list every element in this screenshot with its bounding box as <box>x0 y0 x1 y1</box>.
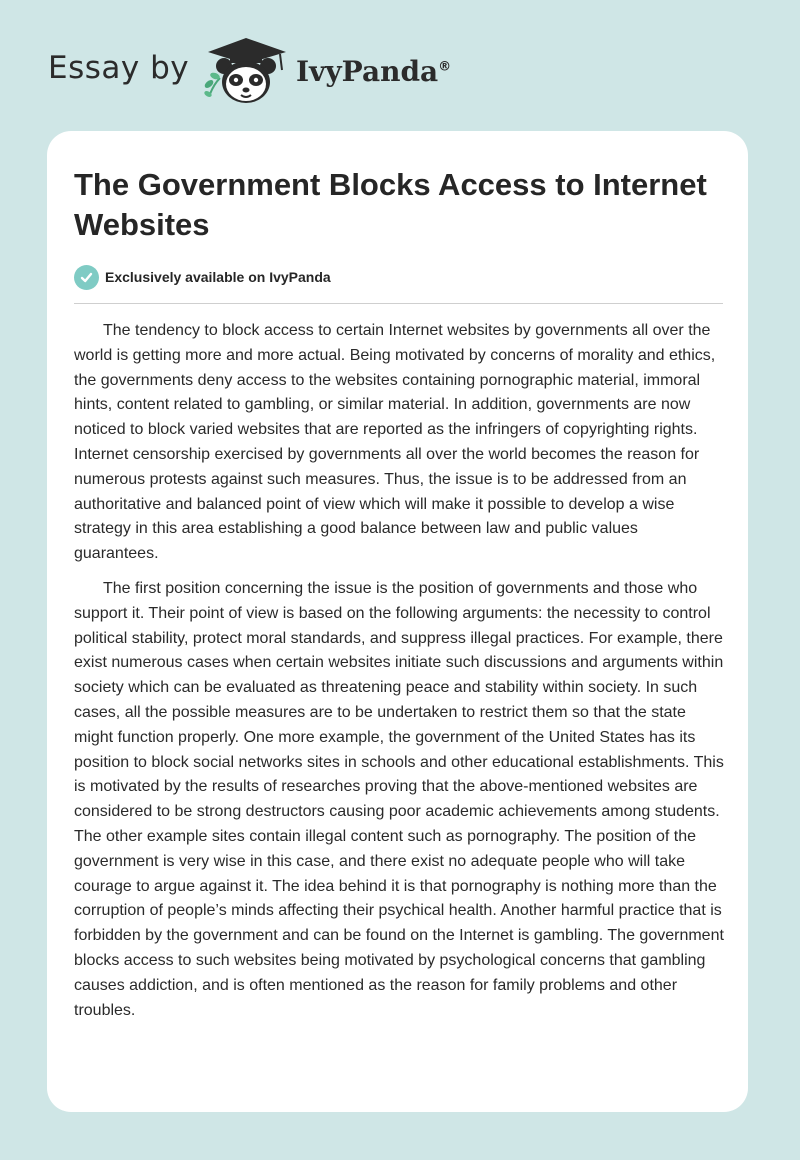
site-header <box>0 0 800 125</box>
brand-name[interactable] <box>296 55 451 88</box>
essay-title: The Government Blocks Access to Internet Websites <box>74 167 707 242</box>
paragraph: The tendency to block access to certain Internet websites by governments all over the world is getting more and more actual. Being motivated by concerns of morality and ethics, the governments deny access to the websites containing pornographic material, immoral hints, content related to gambling, or similar material. In addition, governments are now noticed to block varied websites that are reported as the infringers of copyrighting rights. Internet censorship exercised by governments all over the world becomes the reason for numerous protests against such measures. Thus, the issue is to be addressed from an authoritative and balanced point of view which will make it possible to develop a wise strategy in this area establishing a good balance between law and public values guarantees. <box>74 322 716 563</box>
essay-body <box>74 319 724 1033</box>
essay-card <box>47 131 748 1112</box>
brand-name-text: IvyPanda <box>296 55 439 88</box>
paragraph: The first position concerning the issue is the position of governments and those who support it. Their point of view is based on the following arguments: the necessity to control political stability, protect moral standards, and suppress illegal practices. For example, there exist numerous cases when certain websites initiate such discussions and arguments within society which can be evaluated as threatening peace and stability within society. In such cases, all the possible measures are to be undertaken to restrict them so that the state might function properly. One more example, the government of the United States has its position to block social networks sites in schools and other educational establishments. This is motivated by the results of researches proving that the above-mentioned websites are considered to be strong destructors causing poor academic achievements among students. The other example sites contain illegal content such as pornography. The position of the government is very wise in this case, and there exist no adequate people who will take courage to argue against it. The idea behind it is that pornography is nothing more than the corruption of people’s minds affecting their psychical health. Another harmful practice that is forbidden by the government and can be found on the Internet is gambling. The government blocks access to such websites being motivated by psychological concerns that gambling causes addiction, and is often mentioned as the reason for family problems and other troubles. <box>74 579 724 1019</box>
essay-by-label: Essay by <box>48 50 190 86</box>
registered-mark: ® <box>438 59 452 75</box>
divider <box>74 303 723 304</box>
exclusive-badge-text: Exclusively available on IvyPanda <box>105 269 331 285</box>
exclusive-badge <box>74 264 331 290</box>
panda-graduate-logo-icon[interactable] <box>200 36 292 108</box>
check-circle-icon <box>74 265 99 290</box>
